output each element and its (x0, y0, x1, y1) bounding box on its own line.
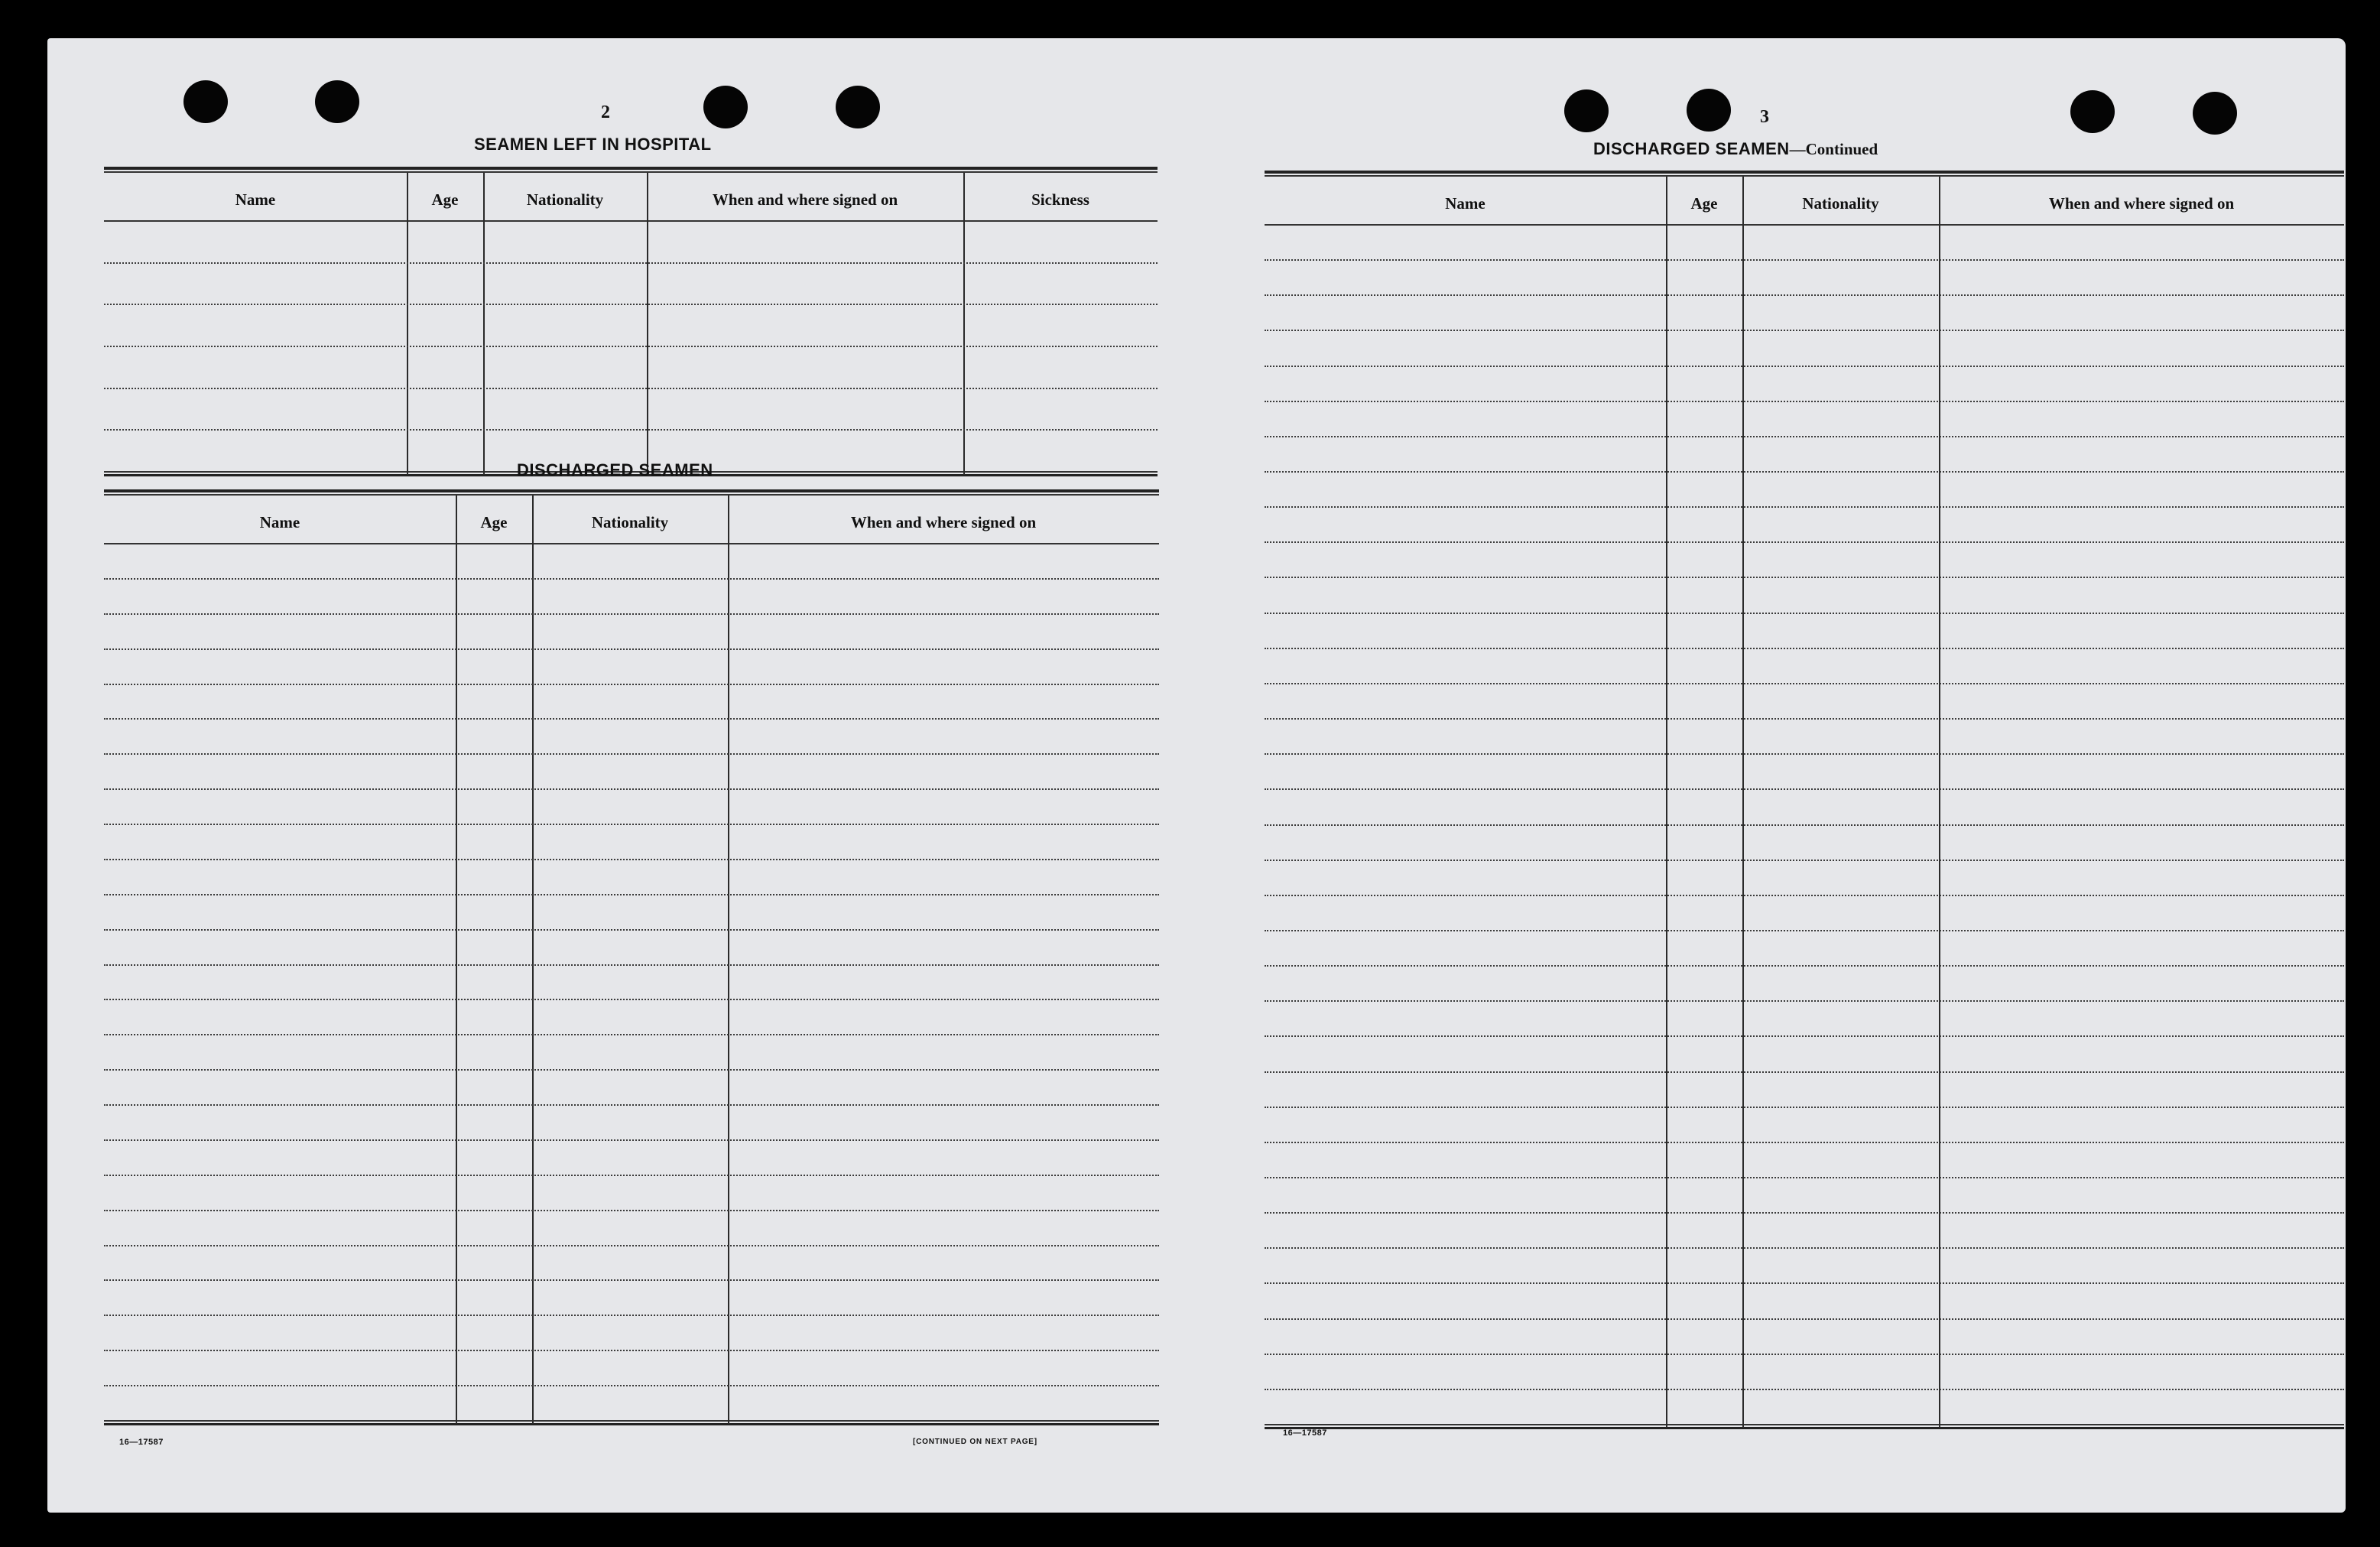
table-row (104, 262, 1158, 264)
table-row (1265, 294, 2344, 296)
table-row (1265, 541, 2344, 543)
table-row (104, 824, 1159, 825)
table-row (104, 999, 1159, 1000)
punch-hole (836, 86, 880, 128)
table-row (104, 894, 1159, 895)
column-divider (1666, 177, 1667, 1428)
table-top-rule (104, 167, 1158, 173)
punch-hole (1564, 89, 1609, 132)
table-row (1265, 436, 2344, 437)
table-row (1265, 613, 2344, 614)
table-row (104, 788, 1159, 790)
column-header: Name (235, 190, 276, 209)
table-row (1265, 471, 2344, 473)
discharged-table-left (104, 489, 1159, 1425)
table-row (104, 1350, 1159, 1351)
table-row (1265, 1389, 2344, 1390)
table-row (1265, 683, 2344, 684)
page-number-left: 2 (601, 102, 610, 122)
table-row (104, 304, 1158, 305)
column-header: Nationality (1802, 194, 1879, 213)
column-divider (1742, 177, 1744, 1428)
column-header: Nationality (591, 513, 669, 531)
table-row (104, 964, 1159, 966)
document-paper (47, 38, 2346, 1513)
table-row (104, 1034, 1159, 1035)
column-header: When and where signed on (712, 190, 898, 209)
page-number-right: 3 (1760, 107, 1769, 127)
table-row (104, 648, 1159, 650)
column-header: Name (1445, 194, 1485, 213)
column-header: When and where signed on (850, 513, 1037, 531)
table-row (1265, 930, 2344, 931)
table-row (104, 1315, 1159, 1316)
continued-note: [CONTINUED ON NEXT PAGE] (913, 1438, 1037, 1446)
punch-hole (2193, 92, 2237, 135)
punch-hole (315, 80, 359, 123)
table-row (104, 429, 1158, 431)
table-row (104, 1104, 1159, 1106)
form-number-right: 16—17587 (1283, 1428, 1327, 1438)
hospital-table (104, 167, 1158, 476)
discharged-table-right (1265, 171, 2344, 1429)
table-row (104, 388, 1158, 389)
table-row (1265, 788, 2344, 790)
table-row (1265, 648, 2344, 649)
table-row (1265, 1318, 2344, 1320)
column-divider (728, 496, 729, 1424)
form-number-left: 16—17587 (119, 1438, 164, 1447)
table-row (1265, 860, 2344, 861)
table-row (104, 613, 1159, 615)
table-row (104, 929, 1159, 931)
table-row (1265, 1354, 2344, 1355)
table-row (104, 753, 1159, 755)
table-row (1265, 366, 2344, 367)
table-header-rule (1265, 224, 2344, 226)
column-header: Nationality (526, 190, 604, 209)
column-header: Name (259, 513, 300, 531)
table-row (1265, 330, 2344, 331)
table-row (1265, 1247, 2344, 1249)
table-row (104, 1175, 1159, 1176)
table-row (104, 346, 1158, 347)
column-header: Age (1690, 194, 1718, 213)
table-row (104, 1069, 1159, 1071)
punch-hole (1687, 89, 1731, 132)
discharged-continued-title (1593, 139, 1878, 159)
table-row (104, 1245, 1159, 1246)
hospital-section-title: SEAMEN LEFT IN HOSPITAL (474, 135, 712, 154)
table-bottom-rule (1265, 1424, 2344, 1429)
table-row (1265, 965, 2344, 967)
table-row (1265, 1035, 2344, 1037)
table-row (1265, 259, 2344, 261)
table-row (1265, 577, 2344, 578)
table-row (104, 1279, 1159, 1281)
column-header: When and where signed on (2048, 194, 2235, 213)
table-row (104, 1385, 1159, 1386)
table-row (1265, 1177, 2344, 1178)
punch-hole (2070, 90, 2115, 133)
column-divider (1939, 177, 1940, 1428)
table-row (104, 1210, 1159, 1211)
table-row (1265, 753, 2344, 755)
table-header-rule (104, 220, 1158, 222)
column-header: Sickness (1031, 190, 1089, 209)
table-row (104, 718, 1159, 720)
table-row (1265, 1142, 2344, 1143)
discharged-section-title: DISCHARGED SEAMEN (517, 460, 713, 479)
table-row (1265, 895, 2344, 896)
column-header: Age (480, 513, 508, 531)
table-row (104, 859, 1159, 860)
table-row (1265, 718, 2344, 720)
table-top-rule (1265, 171, 2344, 177)
table-row (1265, 401, 2344, 402)
column-divider (456, 496, 457, 1424)
table-header-rule (104, 543, 1159, 544)
column-divider (532, 496, 534, 1424)
discharged-continued-title-main: DISCHARGED SEAMEN (1593, 139, 1790, 158)
punch-hole (703, 86, 748, 128)
table-bottom-rule (104, 1420, 1159, 1425)
table-row (1265, 1212, 2344, 1214)
table-row (1265, 824, 2344, 826)
table-top-rule (104, 489, 1159, 496)
punch-hole (183, 80, 228, 123)
table-row (1265, 1000, 2344, 1002)
table-row (104, 1139, 1159, 1141)
column-header: Age (431, 190, 459, 209)
table-row (1265, 1107, 2344, 1108)
table-row (1265, 1282, 2344, 1284)
table-row (104, 684, 1159, 685)
table-row (1265, 506, 2344, 508)
table-row (104, 578, 1159, 580)
discharged-continued-title-suffix: —Continued (1789, 140, 1878, 158)
table-row (1265, 1071, 2344, 1073)
